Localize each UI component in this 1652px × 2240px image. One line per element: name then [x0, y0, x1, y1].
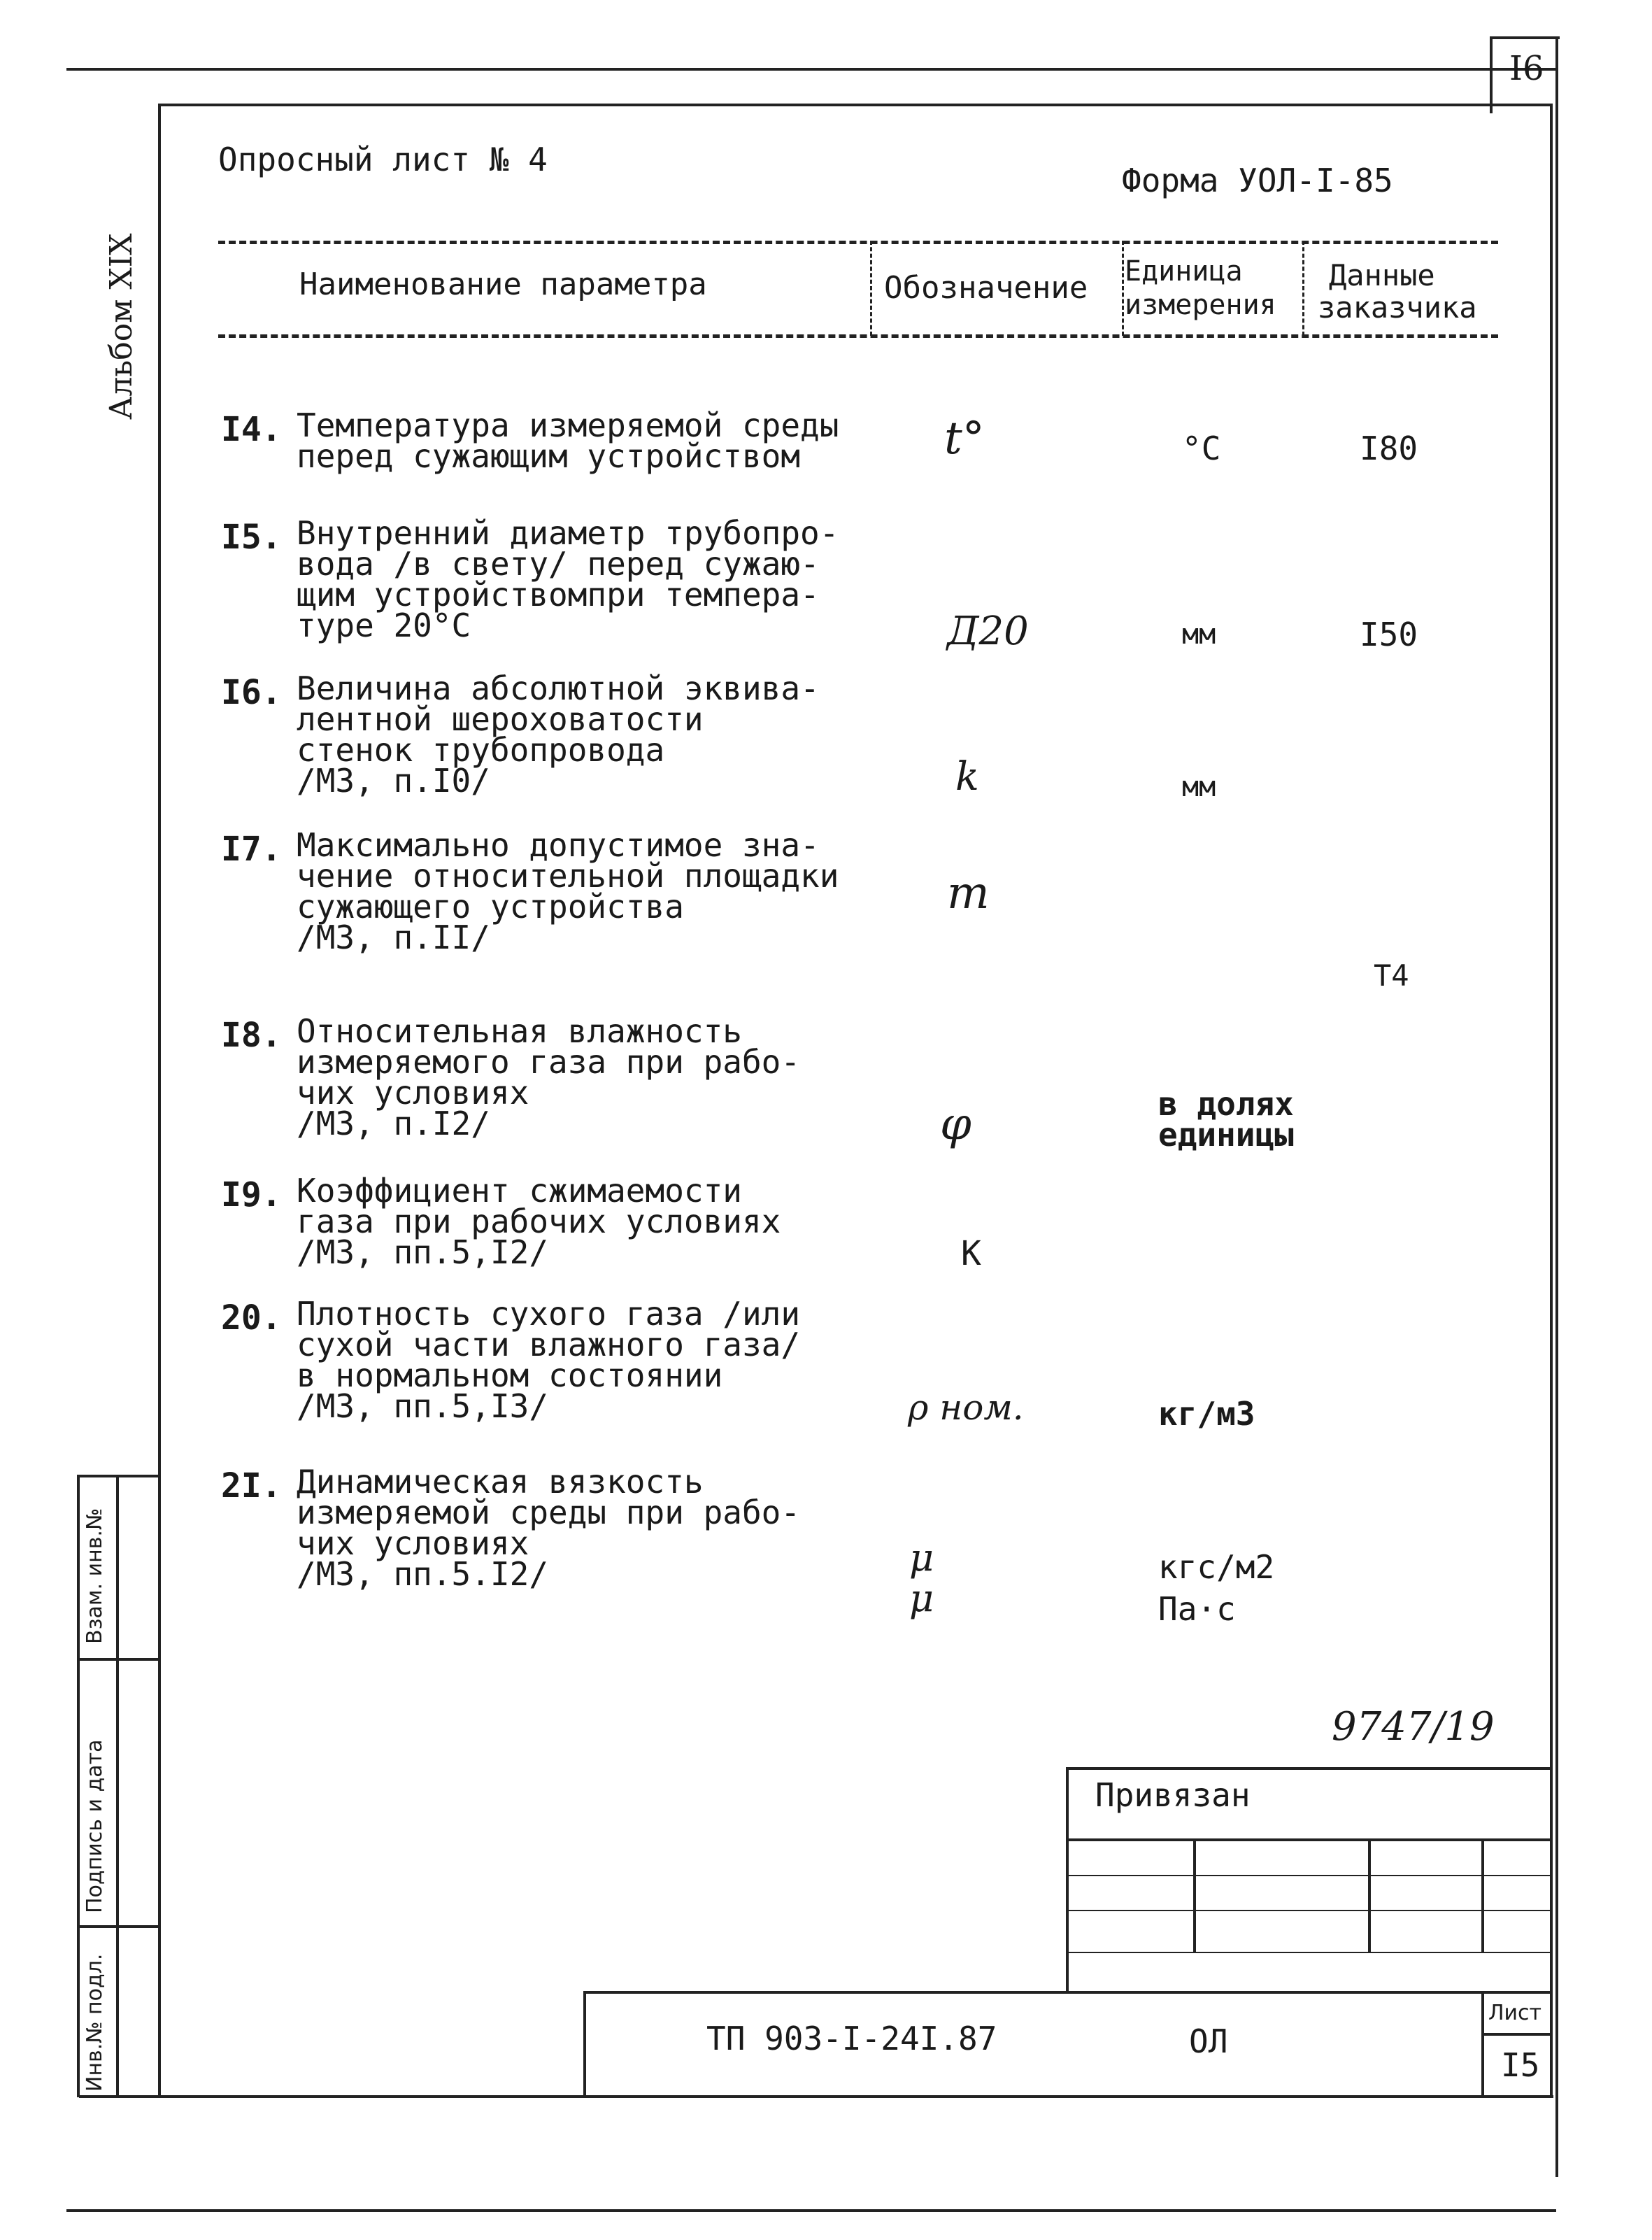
row-symbol: φ — [940, 1098, 971, 1150]
row-parameter: Коэффициент сжимаемости газа при рабочих условиях /МЗ, пп.5,I2/ — [297, 1172, 781, 1271]
row-number: I8. — [221, 1016, 282, 1055]
margin-inner-line — [116, 1475, 119, 2097]
margin-replaced-label: Взам. инв.№ — [83, 1508, 107, 1644]
margin-line-1 — [77, 1475, 159, 1477]
row-unit: кг/м3 — [1158, 1395, 1255, 1433]
corner-box-top — [1490, 36, 1560, 39]
stamp-grid-h4 — [1066, 1952, 1553, 1953]
row-value: I50 — [1360, 616, 1418, 653]
row-parameter: Температура измеряемой среды перед сужающим устройством — [297, 406, 839, 475]
col-designation-header: Обозначение — [884, 270, 1088, 306]
row-parameter: Относительная влажность измеряемого газа при рабо- чих условиях /МЗ, п.I2/ — [297, 1012, 801, 1142]
frame-right — [1550, 104, 1553, 2097]
row-symbol: t° — [944, 413, 985, 465]
row-parameter: Максимально допустимое зна- чение относительной площадки сужающего устройства /МЗ, п.II/ — [297, 826, 839, 956]
stamp-sheet-mid — [1481, 2033, 1553, 2036]
row-symbol: K — [961, 1234, 981, 1273]
row-number: I7. — [221, 830, 282, 869]
row-symbol: μ μ — [909, 1536, 934, 1620]
row-number: I6. — [221, 673, 282, 712]
row-unit: кгс/м2 Па·с — [1158, 1548, 1275, 1628]
margin-inventory-label: Инв.№ подл. — [83, 1953, 107, 2092]
row-symbol: Д20 — [947, 609, 1029, 654]
stamp-main-left — [583, 1991, 586, 2097]
stamp-grid-h1 — [1066, 1838, 1553, 1841]
frame-bottom — [79, 2095, 1553, 2098]
row-parameter: Динамическая вязкость измеряемой среды при рабо- чих условиях /МЗ, пп.5.I2/ — [297, 1463, 801, 1593]
margin-line-3 — [77, 1925, 159, 1928]
sheet-type-code: ОЛ — [1189, 2022, 1228, 2060]
col-name-header: Наименование параметра — [299, 267, 707, 302]
row-number: I9. — [221, 1175, 282, 1214]
row-symbol: ρ ном. — [908, 1387, 1024, 1428]
row-unit: °C — [1182, 430, 1221, 467]
album-label: Альбом XIX — [104, 233, 139, 420]
row-parameter: Внутренний диаметр трубопро- вода /в свету/ перед сужаю- щим устройствомпри темпера- туре 20°C — [297, 514, 839, 644]
stamp-grid-v2 — [1368, 1838, 1371, 1953]
top-border-line — [66, 68, 1556, 71]
corner-box-left — [1490, 36, 1493, 113]
header-sep-2 — [1122, 241, 1124, 336]
stamp-grid-h2 — [1066, 1875, 1553, 1876]
stamp-main-top — [583, 1991, 1553, 1994]
row-number: 20. — [221, 1298, 282, 1338]
bottom-page-line — [66, 2209, 1556, 2212]
margin-outer-line — [77, 1475, 80, 2097]
stamp-grid-v1 — [1193, 1838, 1196, 1953]
corner-page-number: I6 — [1509, 49, 1544, 88]
col-unit-header-1: Единица — [1125, 255, 1243, 288]
margin-line-2 — [77, 1658, 159, 1661]
header-sep-1 — [870, 241, 872, 336]
col-data-header-1: Данные — [1329, 258, 1435, 292]
row-number: I4. — [221, 410, 282, 449]
attached-label: Привязан — [1095, 1776, 1251, 1814]
row-unit: мм — [1182, 618, 1216, 651]
col-data-header-2: заказчика — [1318, 290, 1477, 325]
row-value: I80 — [1360, 430, 1418, 467]
row-value: T4 — [1374, 958, 1409, 993]
form-code: Форма УОЛ-I-85 — [1122, 162, 1393, 199]
document-code: ТП 903-I-24I.87 — [706, 2020, 997, 2057]
row-number: 2I. — [221, 1466, 282, 1505]
frame-top — [158, 104, 1550, 106]
row-unit: в долях единицы — [1158, 1085, 1294, 1154]
header-sep-3 — [1302, 241, 1304, 336]
sheet-label: Лист — [1488, 2001, 1542, 2025]
handwritten-code: 9747/19 — [1332, 1704, 1495, 1750]
row-parameter: Величина абсолютной эквива- лентной шероховатости стенок трубопровода /МЗ, п.I0/ — [297, 669, 820, 800]
stamp-grid-h3 — [1066, 1910, 1553, 1911]
frame-left — [158, 104, 161, 2097]
row-symbol: m — [947, 867, 990, 919]
sheet-number: I5 — [1501, 2046, 1540, 2084]
stamp-grid-v3 — [1481, 1838, 1484, 1953]
row-symbol: k — [955, 754, 979, 800]
row-parameter: Плотность сухого газа /или сухой части влажного газа/ в нормальном состоянии /МЗ, пп.5,I3/ — [297, 1295, 801, 1425]
margin-signature-label: Подпись и дата — [83, 1739, 107, 1913]
row-unit: мм — [1182, 771, 1216, 803]
stamp-top-line — [1066, 1767, 1553, 1770]
row-number: I5. — [221, 518, 282, 557]
col-unit-header-2: измерения — [1125, 289, 1276, 321]
right-page-border — [1555, 36, 1558, 2177]
header-top-dash — [218, 241, 1498, 244]
stamp-sheet-divider — [1481, 1991, 1484, 2097]
header-bottom-dash — [218, 334, 1498, 338]
page-title: Опросный лист № 4 — [218, 141, 548, 178]
stamp-left-line — [1066, 1767, 1069, 1992]
